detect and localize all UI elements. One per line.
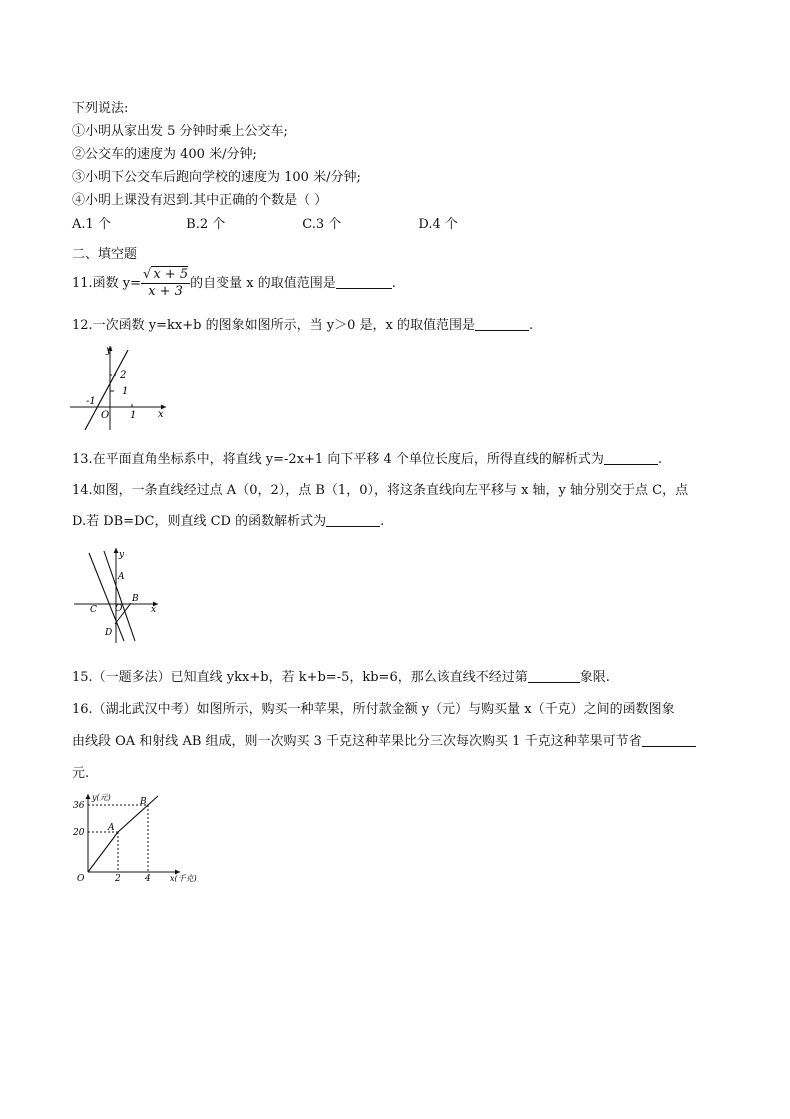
option-a: A.1 个 — [72, 217, 111, 232]
fig14-point-b: B — [132, 594, 139, 604]
q16-answer-blank[interactable] — [642, 734, 696, 747]
question-16-line2 — [72, 730, 696, 749]
option-b: B.2 个 — [186, 217, 226, 232]
fig16-origin: O — [77, 874, 85, 882]
option-c: C.3 个 — [302, 217, 342, 232]
fig12-origin: O — [101, 410, 110, 421]
fig16-x2: 2 — [115, 874, 121, 882]
q11-prefix: 11.函数 y= — [72, 276, 142, 291]
y-arrow-icon — [114, 548, 119, 553]
q11-answer-blank[interactable] — [336, 276, 392, 289]
q11-fraction — [141, 267, 190, 300]
fig16-point-a: A — [108, 823, 115, 833]
q15-text: 15.（一题多法）已知直线 ykx+b，若 k+b=-5，kb=6，那么该直线不经过第 — [72, 670, 528, 685]
fig16-y-label: y(元) — [92, 793, 111, 802]
fig14-point-a: A — [118, 572, 125, 582]
question-11 — [72, 267, 396, 300]
q12-text: 12.一次函数 y=kx+b 的图象如图所示，当 y＞0 是，x 的取值范围是 — [72, 318, 475, 333]
q11-suffix: 的自变量 x 的取值范围是 — [190, 276, 336, 291]
fig14-origin: O — [115, 604, 123, 614]
q13-end: . — [657, 452, 663, 467]
fig16-y20: 20 — [73, 828, 85, 838]
fig16-x-label: x(千克) — [170, 874, 197, 882]
question-14-line1: 14.如图，一条直线经过点 A（0，2），点 B（1，0），将这条直线向左平移与 x 轴，y 轴分别交于点 C，点 — [72, 483, 689, 498]
q15-end: 象限. — [579, 670, 610, 685]
intro-text: 下列说法: — [72, 101, 129, 116]
fig14-x-label: x — [151, 605, 157, 615]
q14-text: D.若 DB=DC，则直线 CD 的函数解析式为 — [72, 514, 327, 529]
q14-answer-blank[interactable] — [326, 514, 380, 527]
fig12-y1: 1 — [122, 386, 129, 397]
q12-answer-blank[interactable] — [475, 318, 529, 331]
fig16-x4: 4 — [145, 874, 151, 882]
question-15 — [72, 666, 610, 685]
question-16-line3: 元. — [72, 766, 90, 781]
section-title: 二、填空题 — [72, 247, 138, 262]
question-14-line2 — [72, 510, 384, 529]
fig16-y36: 36 — [73, 801, 85, 811]
q11-end: . — [391, 276, 396, 291]
statement-2: ②公交车的速度为 400 米/分钟; — [72, 147, 257, 162]
option-d: D.4 个 — [418, 217, 458, 232]
options-row — [72, 213, 458, 232]
fig16-point-b: B — [140, 797, 147, 807]
statement-4: ④小明上课没有迟到.其中正确的个数是（ ） — [72, 193, 328, 208]
q12-end: . — [528, 318, 534, 333]
fig12-neg1: -1 — [86, 396, 96, 407]
fig14-point-d: D — [105, 628, 113, 638]
q11-numerator: x + 5 — [153, 267, 189, 282]
figure-12-graph — [70, 342, 170, 432]
fig12-x-label: x — [158, 409, 164, 420]
question-12 — [72, 314, 533, 333]
q13-text: 13.在平面直角坐标系中，将直线 y=-2x+1 向下平移 4 个单位长度后，所得直线的解析式为 — [72, 452, 604, 467]
sqrt-icon: √ — [143, 267, 152, 282]
q13-answer-blank[interactable] — [604, 452, 658, 465]
figure-14-graph — [72, 545, 164, 645]
q14-end: . — [380, 514, 385, 529]
statement-3: ③小明下公交车后跑向学校的速度为 100 米/分钟; — [72, 170, 361, 185]
ray-ab — [118, 796, 158, 832]
q11-denominator: x + 3 — [148, 284, 183, 299]
fig14-point-c: C — [90, 605, 97, 615]
statement-1: ①小明从家出发 5 分钟时乘上公交车; — [72, 124, 288, 139]
q16-text: 由线段 OA 和射线 AB 组成，则一次购买 3 千克这种苹果比分三次每次购买 1 千克这种苹果可节省 — [72, 734, 642, 749]
question-16-line1: 16.（湖北武汉中考）如图所示，购买一种苹果，所付款金额 y（元）与购买量 x（千克）之间的函数图象 — [72, 702, 675, 717]
fig12-x1: 1 — [130, 410, 137, 421]
fig12-y2: 2 — [120, 370, 127, 381]
segment-oa — [88, 832, 118, 872]
figure-16-graph — [70, 790, 210, 882]
fig12-y-label: y — [106, 345, 112, 356]
y-arrow-icon — [86, 794, 91, 799]
q15-answer-blank[interactable] — [528, 670, 580, 683]
question-13 — [72, 448, 662, 467]
fig14-y-label: y — [119, 550, 125, 560]
